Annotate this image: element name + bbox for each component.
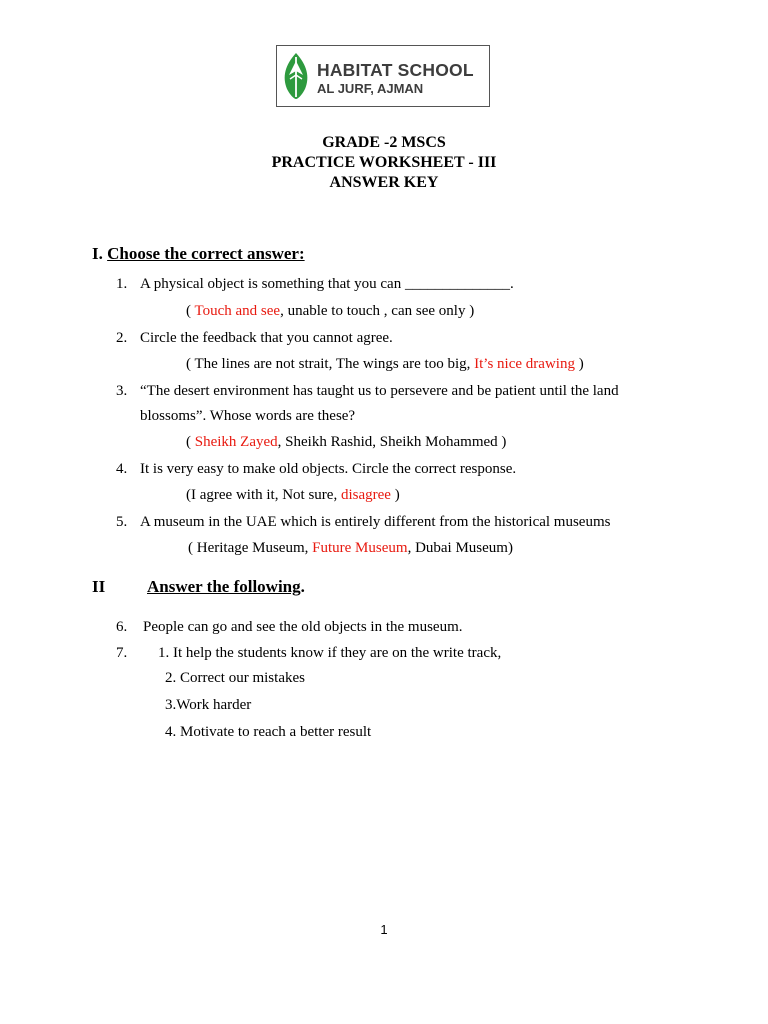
question-4 [116, 460, 516, 478]
question-6 [116, 618, 463, 636]
school-name: HABITAT SCHOOL [317, 60, 474, 80]
question-number: 3. [116, 383, 128, 399]
question-1-options [186, 302, 474, 320]
question-5 [116, 513, 610, 531]
question-5-options [188, 539, 513, 557]
section-2-title: Answer the following [147, 577, 301, 596]
question-2-options [186, 355, 584, 373]
grade-line: GRADE -2 MSCS [322, 134, 446, 151]
options-close: ) [390, 487, 400, 503]
section-2-roman: II [92, 577, 106, 596]
options-close: ) [574, 356, 584, 372]
section-2-heading [92, 578, 105, 596]
question-number: 6. [116, 619, 128, 635]
question-7 [116, 644, 501, 662]
options-rest: , Sheikh Rashid, Sheikh Mohammed ) [277, 434, 507, 450]
question-7-item-2 [165, 669, 305, 687]
answer-item-3: 3.Work harder [165, 697, 252, 713]
options-rest: , unable to touch , can see only ) [280, 303, 475, 319]
options-rest: , Dubai Museum) [407, 540, 513, 556]
correct-answer: Sheikh Zayed [194, 434, 278, 450]
worksheet-line: PRACTICE WORKSHEET - III [271, 154, 497, 171]
question-number: 1. [116, 276, 128, 292]
question-text: It is very easy to make old objects. Circle the correct response. [140, 461, 517, 477]
question-7-item-4 [165, 723, 371, 741]
answer-item-4: 4. Motivate to reach a better result [165, 724, 372, 740]
question-number: 7. [116, 645, 128, 661]
answer-key-line: ANSWER KEY [329, 174, 439, 191]
correct-answer: disagree [340, 487, 391, 503]
question-3-options [186, 433, 506, 451]
question-text: A physical object is something that you can ______________. [140, 276, 514, 292]
section-2-period: . [300, 577, 305, 596]
options-open: ( [186, 434, 195, 450]
question-text: “The desert environment has taught us to persevere and be patient until the land [140, 383, 619, 399]
page-number: 1 [380, 922, 388, 937]
question-number: 2. [116, 330, 128, 346]
question-number: 5. [116, 514, 128, 530]
question-2 [116, 329, 393, 347]
question-text: blossoms”. Whose words are these? [140, 408, 356, 424]
section-1-title: Choose the correct answer: [107, 244, 305, 263]
answer-item-2: 2. Correct our mistakes [165, 670, 305, 686]
correct-answer: It’s nice drawing [474, 356, 575, 372]
section-1-heading [92, 245, 305, 263]
section-2-title-wrap [147, 578, 305, 596]
options-text: ( Heritage Museum, [188, 540, 313, 556]
options-text: ( The lines are not strait, The wings are too big, [186, 356, 475, 372]
question-1 [116, 275, 514, 293]
correct-answer: Future Museum [312, 540, 408, 556]
options-open: ( [186, 303, 195, 319]
answer-item-1: 1. It help the students know if they are on the write track, [158, 645, 502, 661]
options-text: (I agree with it, Not sure, [186, 487, 341, 503]
worksheet-title [0, 133, 768, 193]
question-7-item-3 [165, 696, 251, 714]
school-logo [276, 45, 490, 107]
answer-text: People can go and see the old objects in the museum. [143, 619, 463, 635]
question-4-options [186, 486, 400, 504]
question-text: Circle the feedback that you cannot agree. [140, 330, 393, 346]
section-1-roman: I. [92, 244, 103, 263]
question-3-continued [140, 407, 355, 425]
question-number: 4. [116, 461, 128, 477]
correct-answer: Touch and see [194, 303, 281, 319]
question-text: A museum in the UAE which is entirely different from the historical museums [140, 514, 611, 530]
question-3 [116, 382, 619, 400]
school-location: AL JURF, AJMAN [317, 81, 424, 96]
leaf-icon [281, 51, 311, 101]
